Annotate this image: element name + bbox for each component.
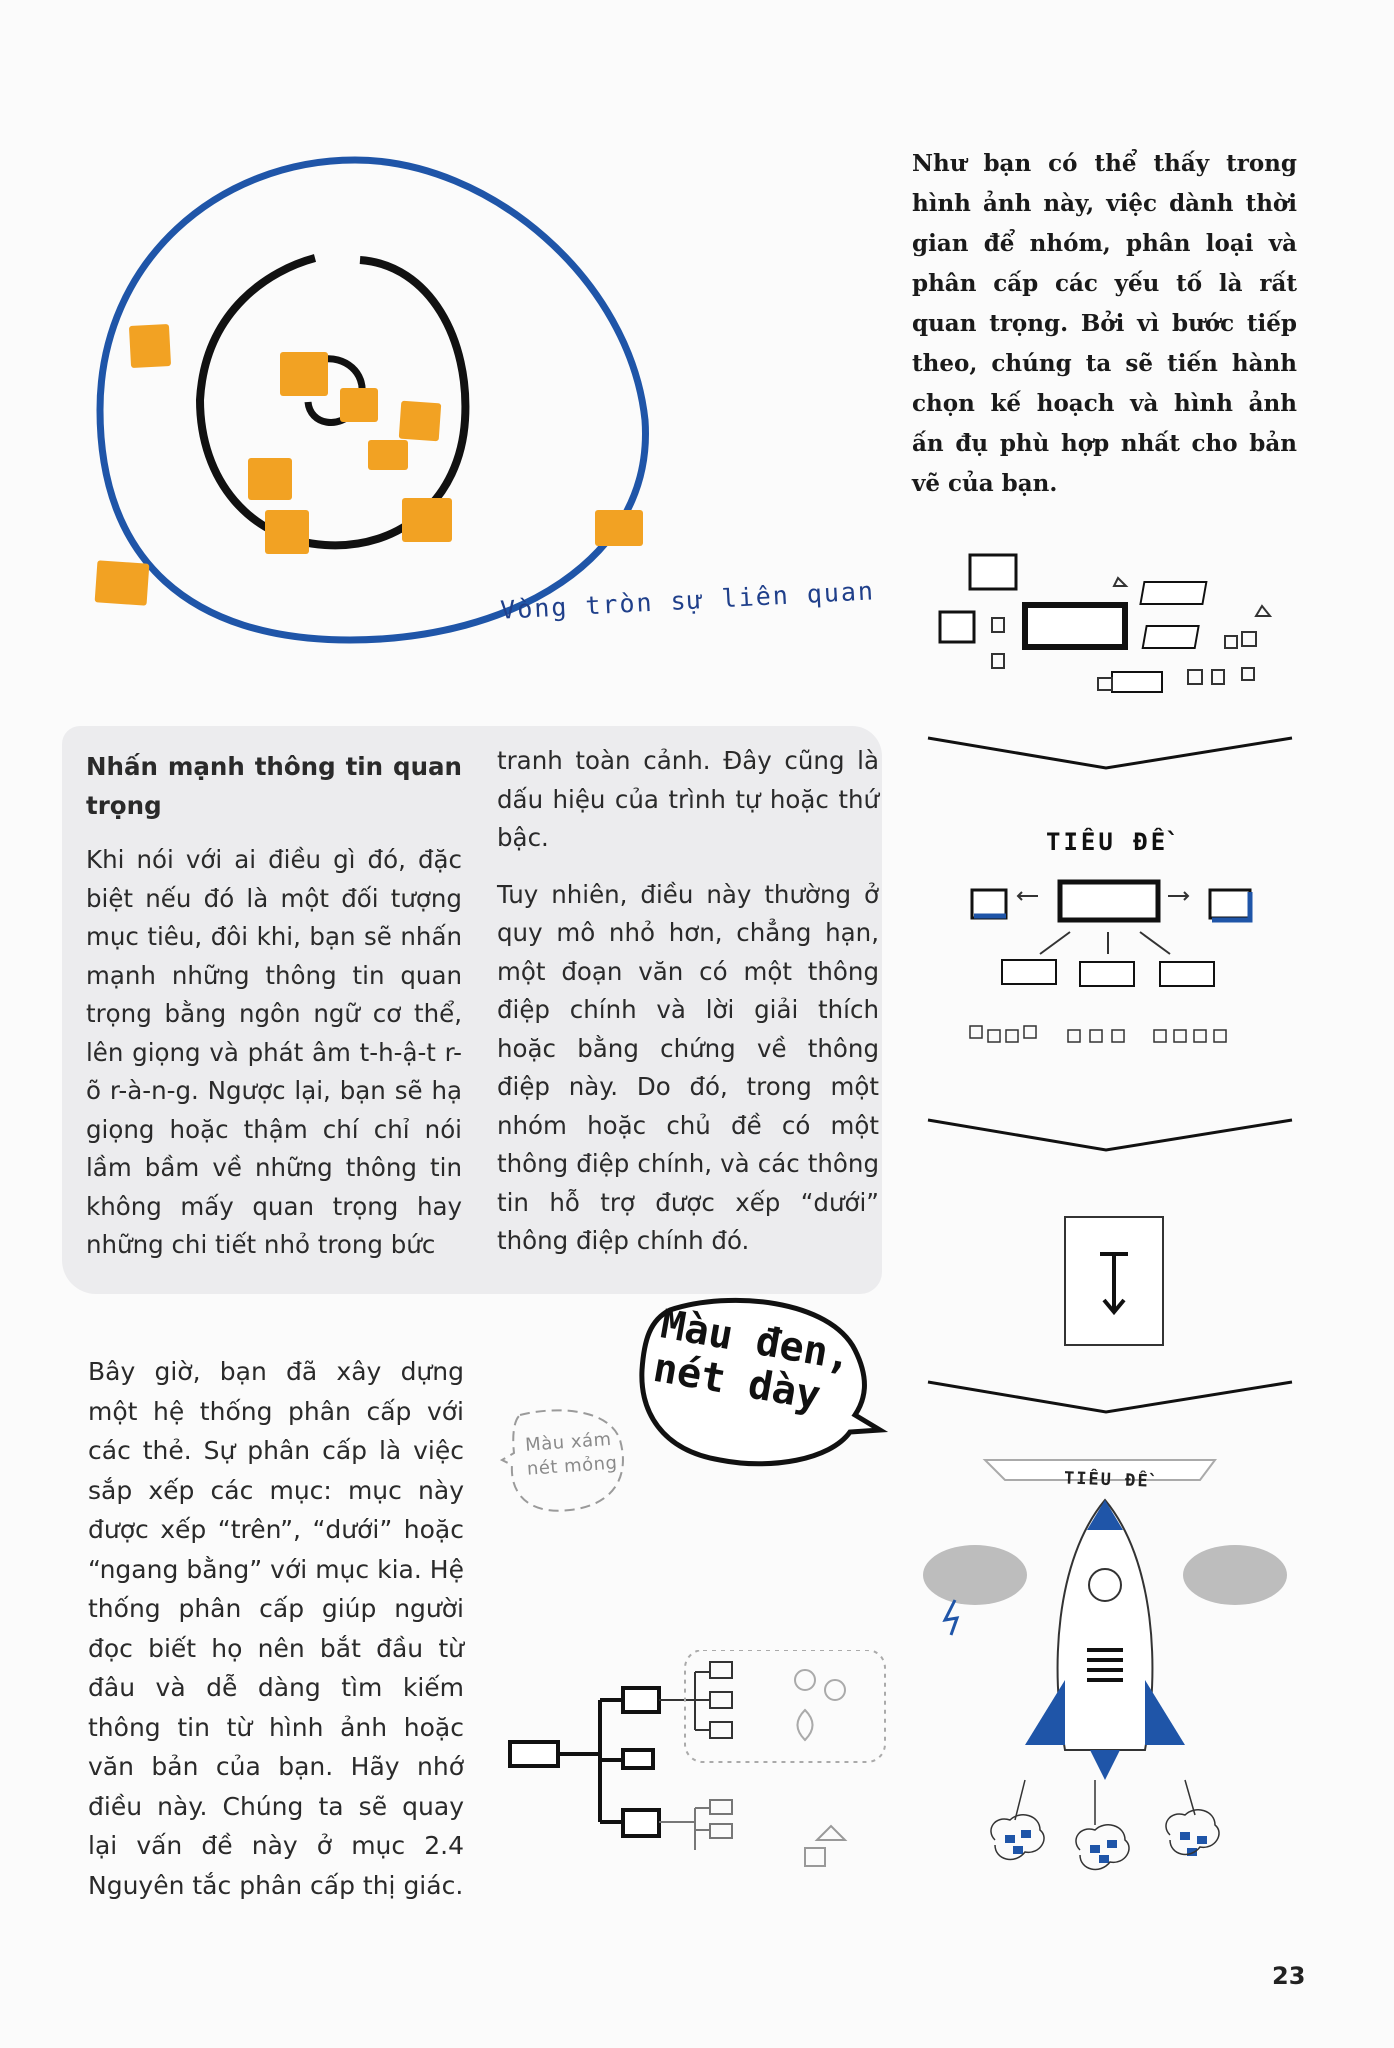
tree-diagram [505, 1650, 895, 1880]
divider-chevron-2 [926, 1110, 1296, 1170]
hierarchy-cards-diagram [960, 870, 1270, 1070]
divider-chevron-1 [926, 728, 1296, 788]
circle-caption: Vòng tròn sự liên quan [499, 576, 876, 625]
page-sort-icon [1060, 1212, 1170, 1352]
diagram-heading-2: TIÊU ĐỀ [1063, 1468, 1150, 1492]
grey-bubble-text: Màu xám nét mỏng [524, 1428, 619, 1480]
intro-paragraph: Như bạn có thể thấy trong hình ảnh này, việc dành thời gian để nhóm, phân loại và phân cấp các yếu tố là rất quan trọng. Bởi vì bước tiếp theo, chúng ta sẽ tiến hành chọn kế hoạch và hình ảnh ấn đụ phù hợp nhất cho bản vẽ của bạn. [912, 150, 1297, 497]
page-number: 23 [1272, 1962, 1306, 1990]
scattered-cards-diagram [930, 550, 1290, 720]
sticky-notes [95, 324, 643, 606]
box-heading: Nhấn mạnh thông tin quan trọng [86, 752, 462, 820]
divider-chevron-3 [926, 1372, 1296, 1432]
box-paragraph-2: Tuy nhiên, điều này thường ở quy mô nhỏ hơn, chẳng hạn, một đoạn văn có một thông điệp chính và lời giải thích hoặc bằng chứng về thông điệp này. Do đó, trong một nhóm hoặc chủ đề có một thông điệp chính, và các thông tin hỗ trợ được xếp “dưới” thông điệp chính đó. [497, 879, 879, 1255]
hierarchy-paragraph: Bây giờ, bạn đã xây dựng một hệ thống phân cấp với các thẻ. Sự phân cấp là việc sắp xếp các mục: mục này được xếp “trên”, “dưới” hoặc “ngang bằng” với mục kia. Hệ thống phân cấp giúp người đọc biết họ nên bắt đầu từ đâu và dễ dàng tìm kiếm thông tin từ hình ảnh hoặc văn bản của bạn. Hãy nhớ điều này. Chúng ta sẽ quay lại vấn đề này ở mục 2.4 Nguyên tắc phân cấp thị giác. [88, 1357, 464, 1900]
rocket-illustration [915, 1450, 1295, 1890]
speech-bubble-text: Màu đen, nét dày [649, 1301, 856, 1420]
box-paragraph-1-cont: tranh toàn cảnh. Đây cũng là dấu hiệu của trình tự hoặc thứ bậc. [497, 746, 879, 852]
box-left-column [86, 748, 462, 1265]
box-paragraph-1: Khi nói với ai điều gì đó, đặc biệt nếu đó là một đối tượng mục tiêu, đôi khi, bạn sẽ nhấn mạnh những thông tin quan trọng bằng ngôn ngữ cơ thể, lên giọng và phát âm t-h-ậ-t r-õ r-à-n-g. Ngược lại, bạn sẽ hạ giọng hoặc thậm chí chỉ nói lầm bầm về những thông tin không mấy quan trọng hay những chi tiết nhỏ trong bức [86, 845, 462, 1259]
diagram-heading-1: TIÊU ĐỀ [1046, 828, 1169, 856]
box-right-column [497, 742, 879, 1261]
relevance-circle-illustration [70, 140, 690, 660]
